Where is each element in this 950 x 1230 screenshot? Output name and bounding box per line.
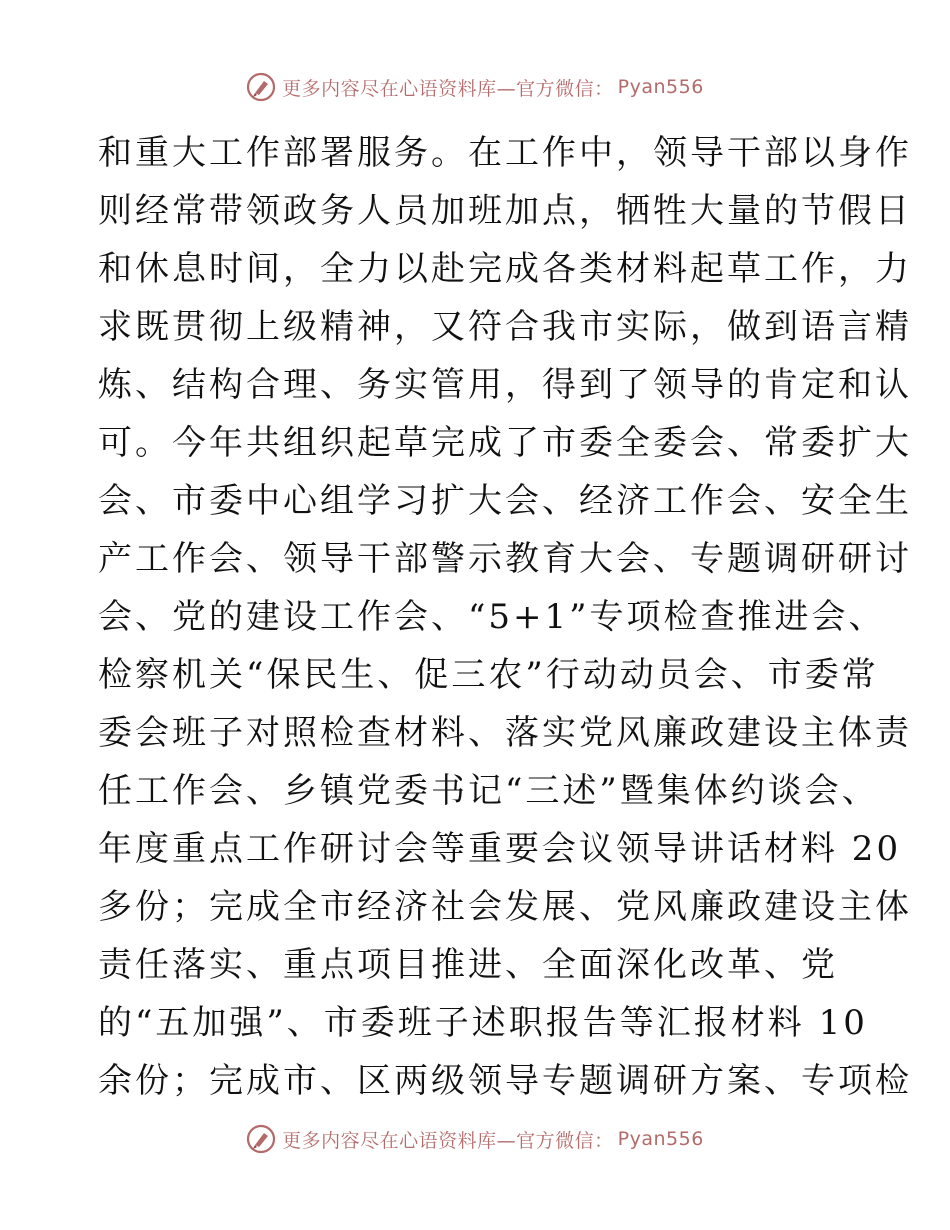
text-line: 多份；完成全市经济社会发展、党风廉政建设主体 [98,887,912,927]
text-line: 和休息时间，全力以赴完成各类材料起草工作，力 [98,249,912,289]
text-line: 会、市委中心组学习扩大会、经济工作会、安全生 [98,481,912,521]
text-line: 会、党的建设工作会、“5+1”专项检查推进会、 [98,597,886,637]
text-line: 任工作会、乡镇党委书记“三述”暨集体约谈会、 [98,771,879,811]
text-line: 和重大工作部署服务。在工作中，领导干部以身作 [98,133,912,173]
text-line: 产工作会、领导干部警示教育大会、专题调研研讨 [98,539,912,579]
text-line: 检察机关“保民生、促三农”行动动员会、市委常 [98,655,879,695]
watermark-footer [0,1124,950,1154]
text-line: 年度重点工作研讨会等重要会议领导讲话材料 20 [98,829,902,869]
text-line: 的“五加强”、市委班子述职报告等汇报材料 10 [98,1003,868,1043]
watermark-header [0,72,950,102]
text-line: 炼、结构合理、务实管用，得到了领导的肯定和认 [98,365,912,405]
text-line: 余份；完成市、区两级领导专题调研方案、专项检 [98,1061,912,1101]
watermark-contact: Pyan556 [617,1128,704,1150]
watermark-text: 更多内容尽在心语资料库—官方微信： [282,77,614,100]
document-body [98,124,912,1110]
text-line: 责任落实、重点项目推进、全面深化改革、党 [98,945,838,985]
pen-nib-logo-icon [246,72,276,102]
pen-nib-logo-icon [246,1124,276,1154]
watermark-text: 更多内容尽在心语资料库—官方微信： [282,1129,614,1152]
text-line: 委会班子对照检查材料、落实党风廉政建设主体责 [98,713,912,753]
watermark-contact: Pyan556 [617,76,704,98]
text-line: 可。今年共组织起草完成了市委全委会、常委扩大 [98,423,912,463]
text-line: 求既贯彻上级精神，又符合我市实际，做到语言精 [98,307,912,347]
text-line: 则经常带领政务人员加班加点，牺牲大量的节假日 [98,191,912,231]
